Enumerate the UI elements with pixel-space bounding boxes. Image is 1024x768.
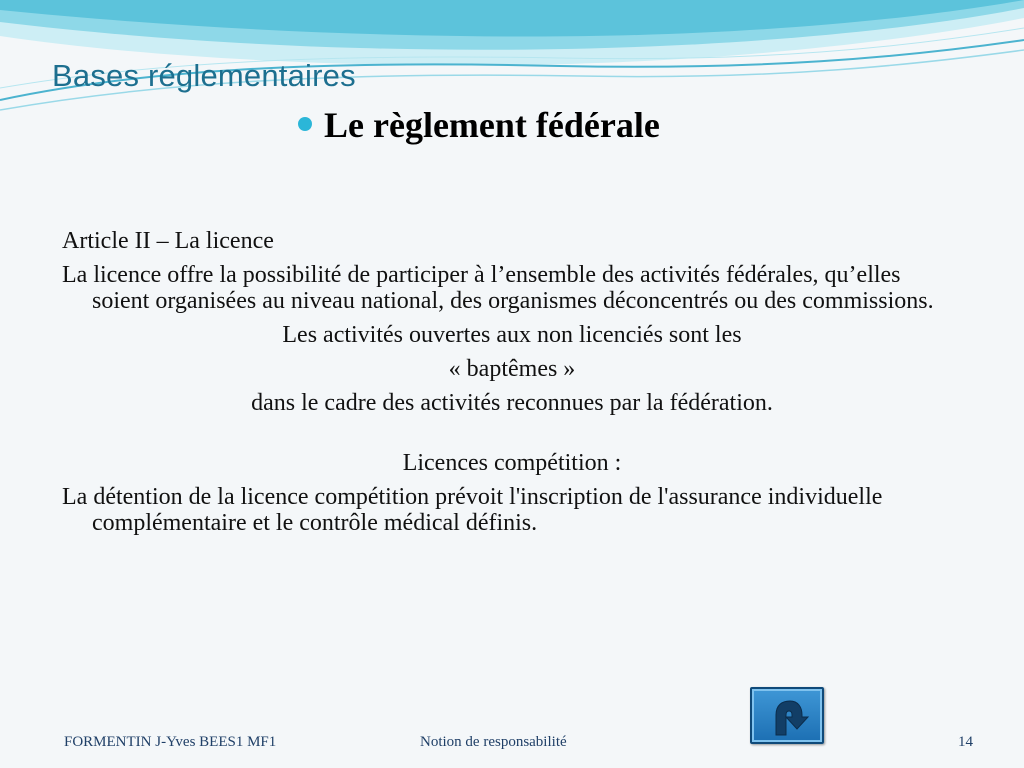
page-number: 14: [958, 734, 973, 750]
return-button[interactable]: [750, 687, 824, 744]
federation-activities-line: dans le cadre des activités reconnues par la fédération.: [251, 390, 773, 416]
slide-body: [62, 228, 962, 536]
subtitle-text: Le règlement fédérale: [324, 105, 660, 145]
footer-author: FORMENTIN J-Yves BEES1 MF1: [64, 734, 277, 750]
licence-paragraph: La licence offre la possibilité de participer à l’ensemble des activités fédérales, qu’elles soient organisées au niveau national, des organismes déconcentrés ou des commissions.: [62, 262, 934, 314]
competition-paragraph: La détention de la licence compétition prévoit l'inscription de l'assurance individuelle complémentaire et le contrôle médical définis.: [62, 484, 883, 536]
competition-heading: Licences compétition :: [402, 450, 622, 476]
slide-title: Bases réglementaires: [52, 58, 356, 93]
article-heading: Article II – La licence: [62, 228, 274, 254]
slide-subtitle: [298, 104, 660, 146]
return-arrow-icon: [764, 695, 812, 739]
baptemes-line: « baptêmes »: [448, 356, 576, 382]
non-licensed-line: Les activités ouvertes aux non licenciés sont les: [282, 322, 742, 348]
footer-topic: Notion de responsabilité: [420, 734, 567, 750]
bullet-icon: [298, 117, 312, 131]
